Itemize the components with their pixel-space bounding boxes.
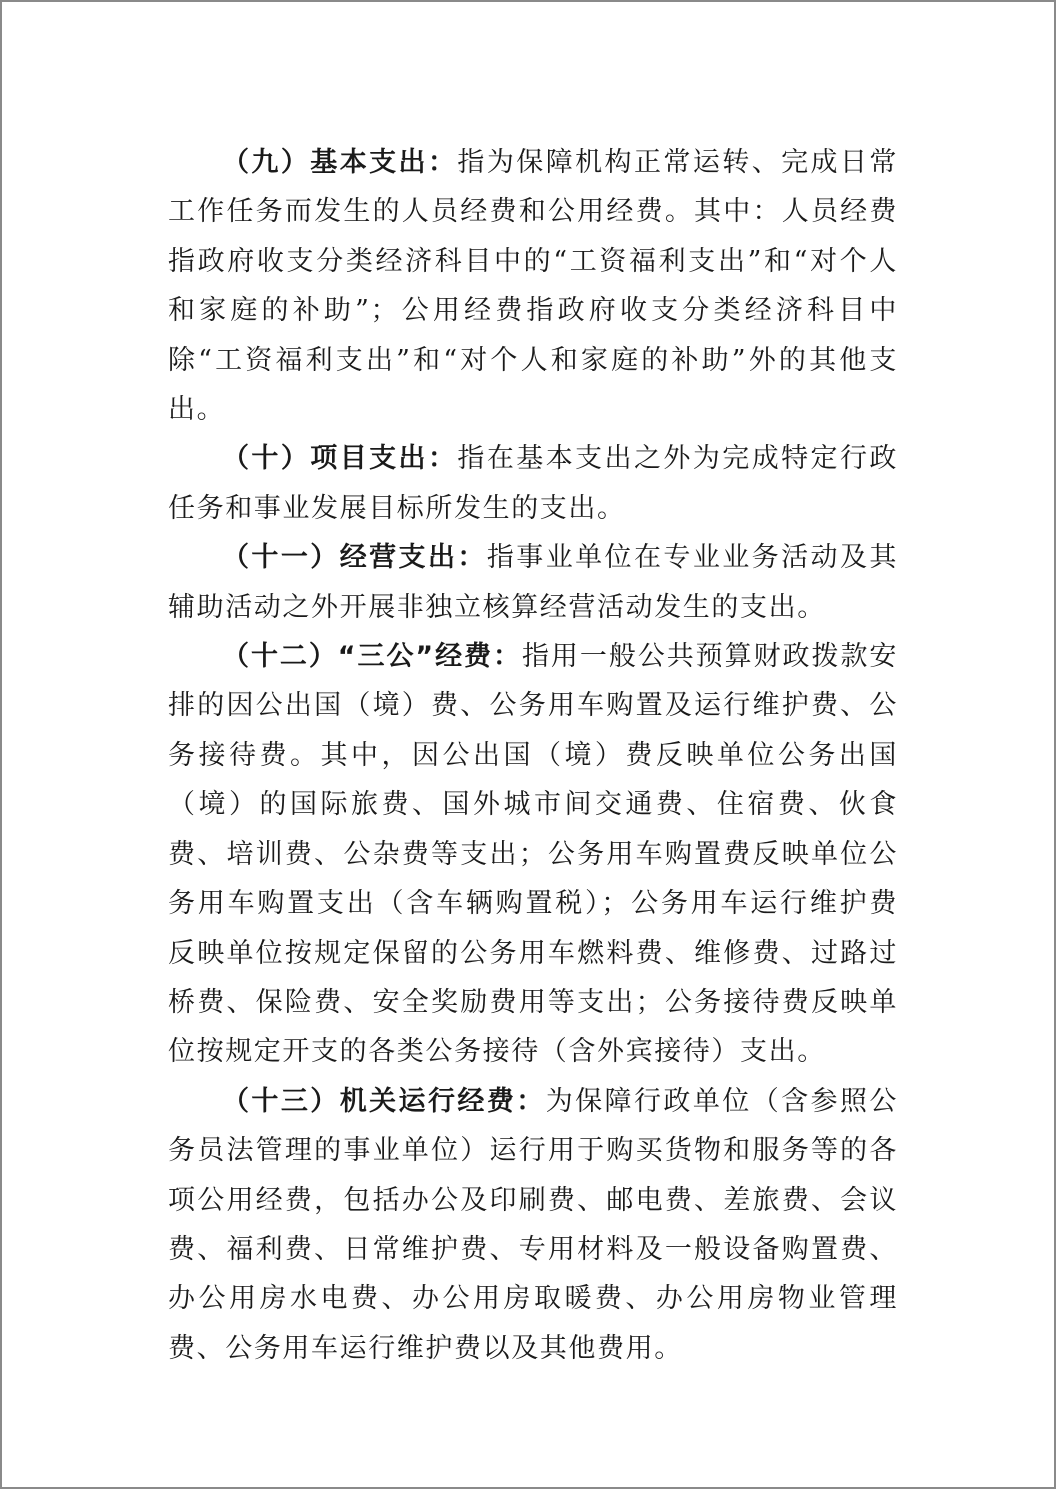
definition-agency-operating-funds: 为保障行政单位（含参照公务员法管理的事业单位）运行用于购买货物和服务等的各项公用经费，包括办公及印刷费、邮电费、差旅费、会议费、福利费、日常维护费、专用材料及一般设备购置费、办公用房水电费、办公用房取暖费、办公用房物业管理费、公务用车运行维护费以及其他费用。 (168, 1085, 898, 1364)
term-project-expenditure: （十）项目支出： (222, 443, 458, 475)
paragraph-operating-expenditure (168, 533, 898, 632)
paragraph-three-public-expenses (168, 632, 898, 1077)
term-three-public-expenses: （十二）“三公”经费： (222, 641, 522, 673)
definition-three-public-expenses: 指用一般公共预算财政拨款安排的因公出国（境）费、公务用车购置及运行维护费、公务接待费。其中，因公出国（境）费反映单位公务出国（境）的国际旅费、国外城市间交通费、住宿费、伙食费、培训费、公杂费等支出；公务用车购置费反映单位公务用车购置支出（含车辆购置税）；公务用车运行维护费反映单位按规定保留的公务用车燃料费、维修费、过路过桥费、保险费、安全奖励费用等支出；公务接待费反映单位按规定开支的各类公务接待（含外宾接待）支出。 (168, 641, 898, 1068)
term-operating-expenditure: （十一）经营支出： (222, 542, 487, 574)
paragraph-project-expenditure (168, 434, 898, 533)
document-body (168, 138, 898, 1373)
definition-operating-expenditure: 指事业单位在专业业务活动及其辅助活动之外开展非独立核算经营活动发生的支出。 (168, 542, 898, 623)
definition-basic-expenditure: 指为保障机构正常运转、完成日常工作任务而发生的人员经费和公用经费。其中：人员经费指政府收支分类经济科目中的“工资福利支出”和“对个人和家庭的补助”；公用经费指政府收支分类经济科目中除“工资福利支出”和“对个人和家庭的补助”外的其他支出。 (168, 147, 898, 426)
paragraph-basic-expenditure (168, 138, 898, 434)
term-agency-operating-funds: （十三）机关运行经费： (222, 1085, 546, 1117)
paragraph-agency-operating-funds (168, 1077, 898, 1373)
term-basic-expenditure: （九）基本支出： (222, 147, 458, 178)
definition-project-expenditure: 指在基本支出之外为完成特定行政任务和事业发展目标所发生的支出。 (168, 443, 898, 524)
